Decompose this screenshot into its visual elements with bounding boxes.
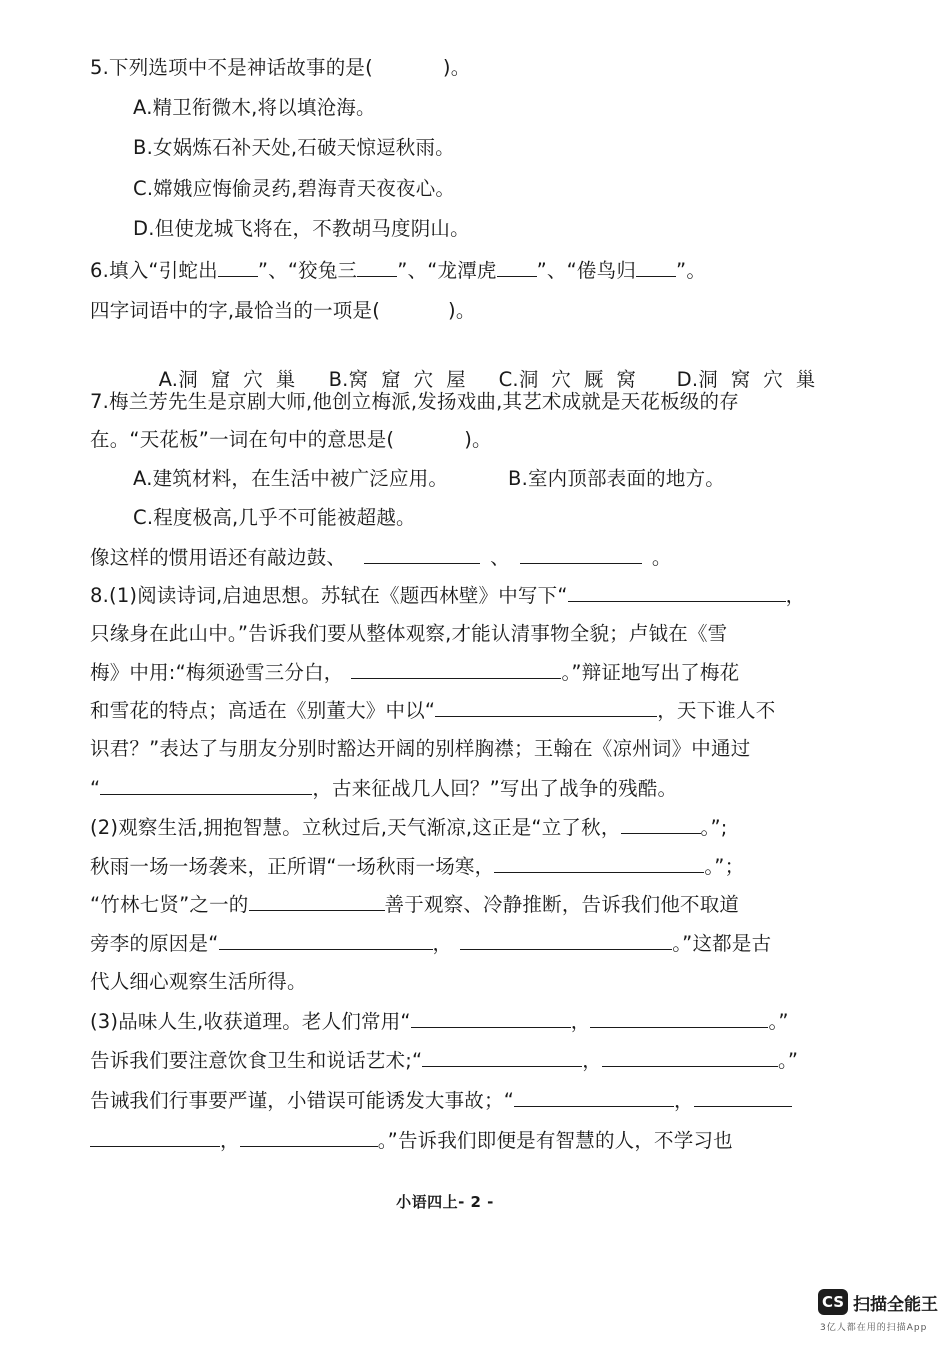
q7-option-b: B.室内顶部表面的地方。: [508, 467, 725, 490]
answer-blank[interactable]: [357, 256, 397, 277]
q7-idioms: 像这样的惯用语还有敲边鼓、 、 。: [90, 543, 672, 572]
q6-option-c: C.洞 穴 厩 窝: [498, 368, 637, 391]
answer-blank[interactable]: [636, 256, 676, 277]
q8-2-line3: “竹林七贤”之一的 善于观察、冷静推断，告诉我们他不取道: [90, 890, 739, 919]
answer-blank[interactable]: [219, 929, 433, 950]
q7-option-a: A.建筑材料，在生活中被广泛应用。: [133, 467, 449, 490]
answer-blank[interactable]: [494, 852, 704, 873]
answer-blank[interactable]: [218, 256, 258, 277]
q7-options-ab: [133, 465, 725, 493]
answer-blank[interactable]: [100, 774, 312, 795]
q6-option-b: B.窝 窟 穴 屋: [328, 368, 466, 391]
q5-option-c: C.嫦娥应悔偷灵药,碧海青天夜夜心。: [133, 177, 456, 200]
q7-stem: 7.梅兰芳先生是京剧大师,他创立梅派,发扬戏曲,其艺术成就是天花板级的存: [90, 390, 739, 413]
q6-option-a: A.洞 窟 穴 巢: [158, 368, 296, 391]
answer-blank[interactable]: [497, 256, 537, 277]
q8-1-line3: 梅》中用:“梅须逊雪三分白， 。”辩证地写出了梅花: [90, 658, 739, 687]
q8-2-line5: 代人细心观察生活所得。: [90, 970, 307, 993]
q8-1-line6: “ ，古来征战几人回？”写出了战争的残酷。: [90, 774, 677, 803]
answer-blank[interactable]: [602, 1046, 778, 1067]
answer-blank[interactable]: [460, 929, 672, 950]
answer-blank[interactable]: [249, 890, 385, 911]
q5-option-d: D.但使龙城飞将在，不教胡马度阴山。: [133, 217, 470, 240]
answer-blank[interactable]: [590, 1007, 768, 1028]
answer-blank[interactable]: [411, 1007, 571, 1028]
answer-blank[interactable]: [90, 1126, 220, 1147]
page-footer: 小语四上- 2 -: [396, 1193, 494, 1211]
q8-3-line4: ， 。”告诉我们即便是有智慧的人，不学习也: [90, 1126, 733, 1155]
q6-stem-2: 四字词语中的字,最恰当的一项是( )。: [90, 299, 476, 322]
q5-stem: 5.下列选项中不是神话故事的是( )。: [90, 56, 471, 79]
q5-option-b: B.女娲炼石补天处,石破天惊逗秋雨。: [133, 136, 455, 159]
q8-3-line1: (3)品味人生,收获道理。老人们常用“ ， 。”: [90, 1007, 789, 1036]
q6-stem: 6.填入“引蛇出 ”、“狡兔三 ”、“龙潭虎 ”、“倦鸟归 ”。: [90, 256, 706, 285]
watermark-brand: 扫描全能王: [853, 1295, 938, 1315]
answer-blank[interactable]: [422, 1046, 582, 1067]
q8-1-line2: 只缘身在此山中。”告诉我们要从整体观察,才能认清事物全貌；卢钺在《雪: [90, 622, 728, 645]
q7-stem-2: 在。“天花板”一词在句中的意思是( )。: [90, 428, 492, 451]
watermark-tagline: 3亿人都在用的扫描App: [820, 1323, 928, 1333]
answer-blank[interactable]: [514, 1086, 674, 1107]
answer-blank[interactable]: [364, 543, 480, 564]
q8-2-line2: 秋雨一场一场袭来，正所谓“一场秋雨一场寒， 。”；: [90, 852, 744, 881]
q8-1-line1: 8.(1)阅读诗词,启迪思想。苏轼在《题西林壁》中写下“ ，: [90, 581, 805, 610]
q5-option-a: A.精卫衔微木,将以填沧海。: [133, 96, 376, 119]
camscanner-logo-icon: CS: [818, 1289, 848, 1315]
q8-1-line5: 识君？”表达了与朋友分别时豁达开阔的别样胸襟；王翰在《凉州词》中通过: [90, 737, 751, 760]
q8-1-line4: 和雪花的特点；高适在《别董大》中以“ ，天下谁人不: [90, 696, 775, 725]
q8-3-line3: 告诫我们行事要严谨，小错误可能诱发大事故；“ ，: [90, 1086, 792, 1115]
answer-blank[interactable]: [520, 543, 642, 564]
q8-3-line2: 告诉我们要注意饮食卫生和说话艺术;“ ， 。”: [90, 1046, 798, 1075]
answer-blank[interactable]: [240, 1126, 378, 1147]
answer-blank[interactable]: [694, 1086, 792, 1107]
q8-2-line1: (2)观察生活,拥抱智慧。立秋过后,天气渐凉,这正是“立了秋， 。”;: [90, 813, 728, 842]
answer-blank[interactable]: [351, 658, 561, 679]
q7-option-c: C.程度极高,几乎不可能被超越。: [133, 506, 416, 529]
answer-blank[interactable]: [435, 696, 657, 717]
q8-2-line4: 旁李的原因是“ ， 。”这都是古: [90, 929, 771, 958]
q6-option-d: D.洞 窝 穴 巢: [676, 368, 816, 391]
answer-blank[interactable]: [568, 581, 786, 602]
answer-blank[interactable]: [621, 813, 701, 834]
